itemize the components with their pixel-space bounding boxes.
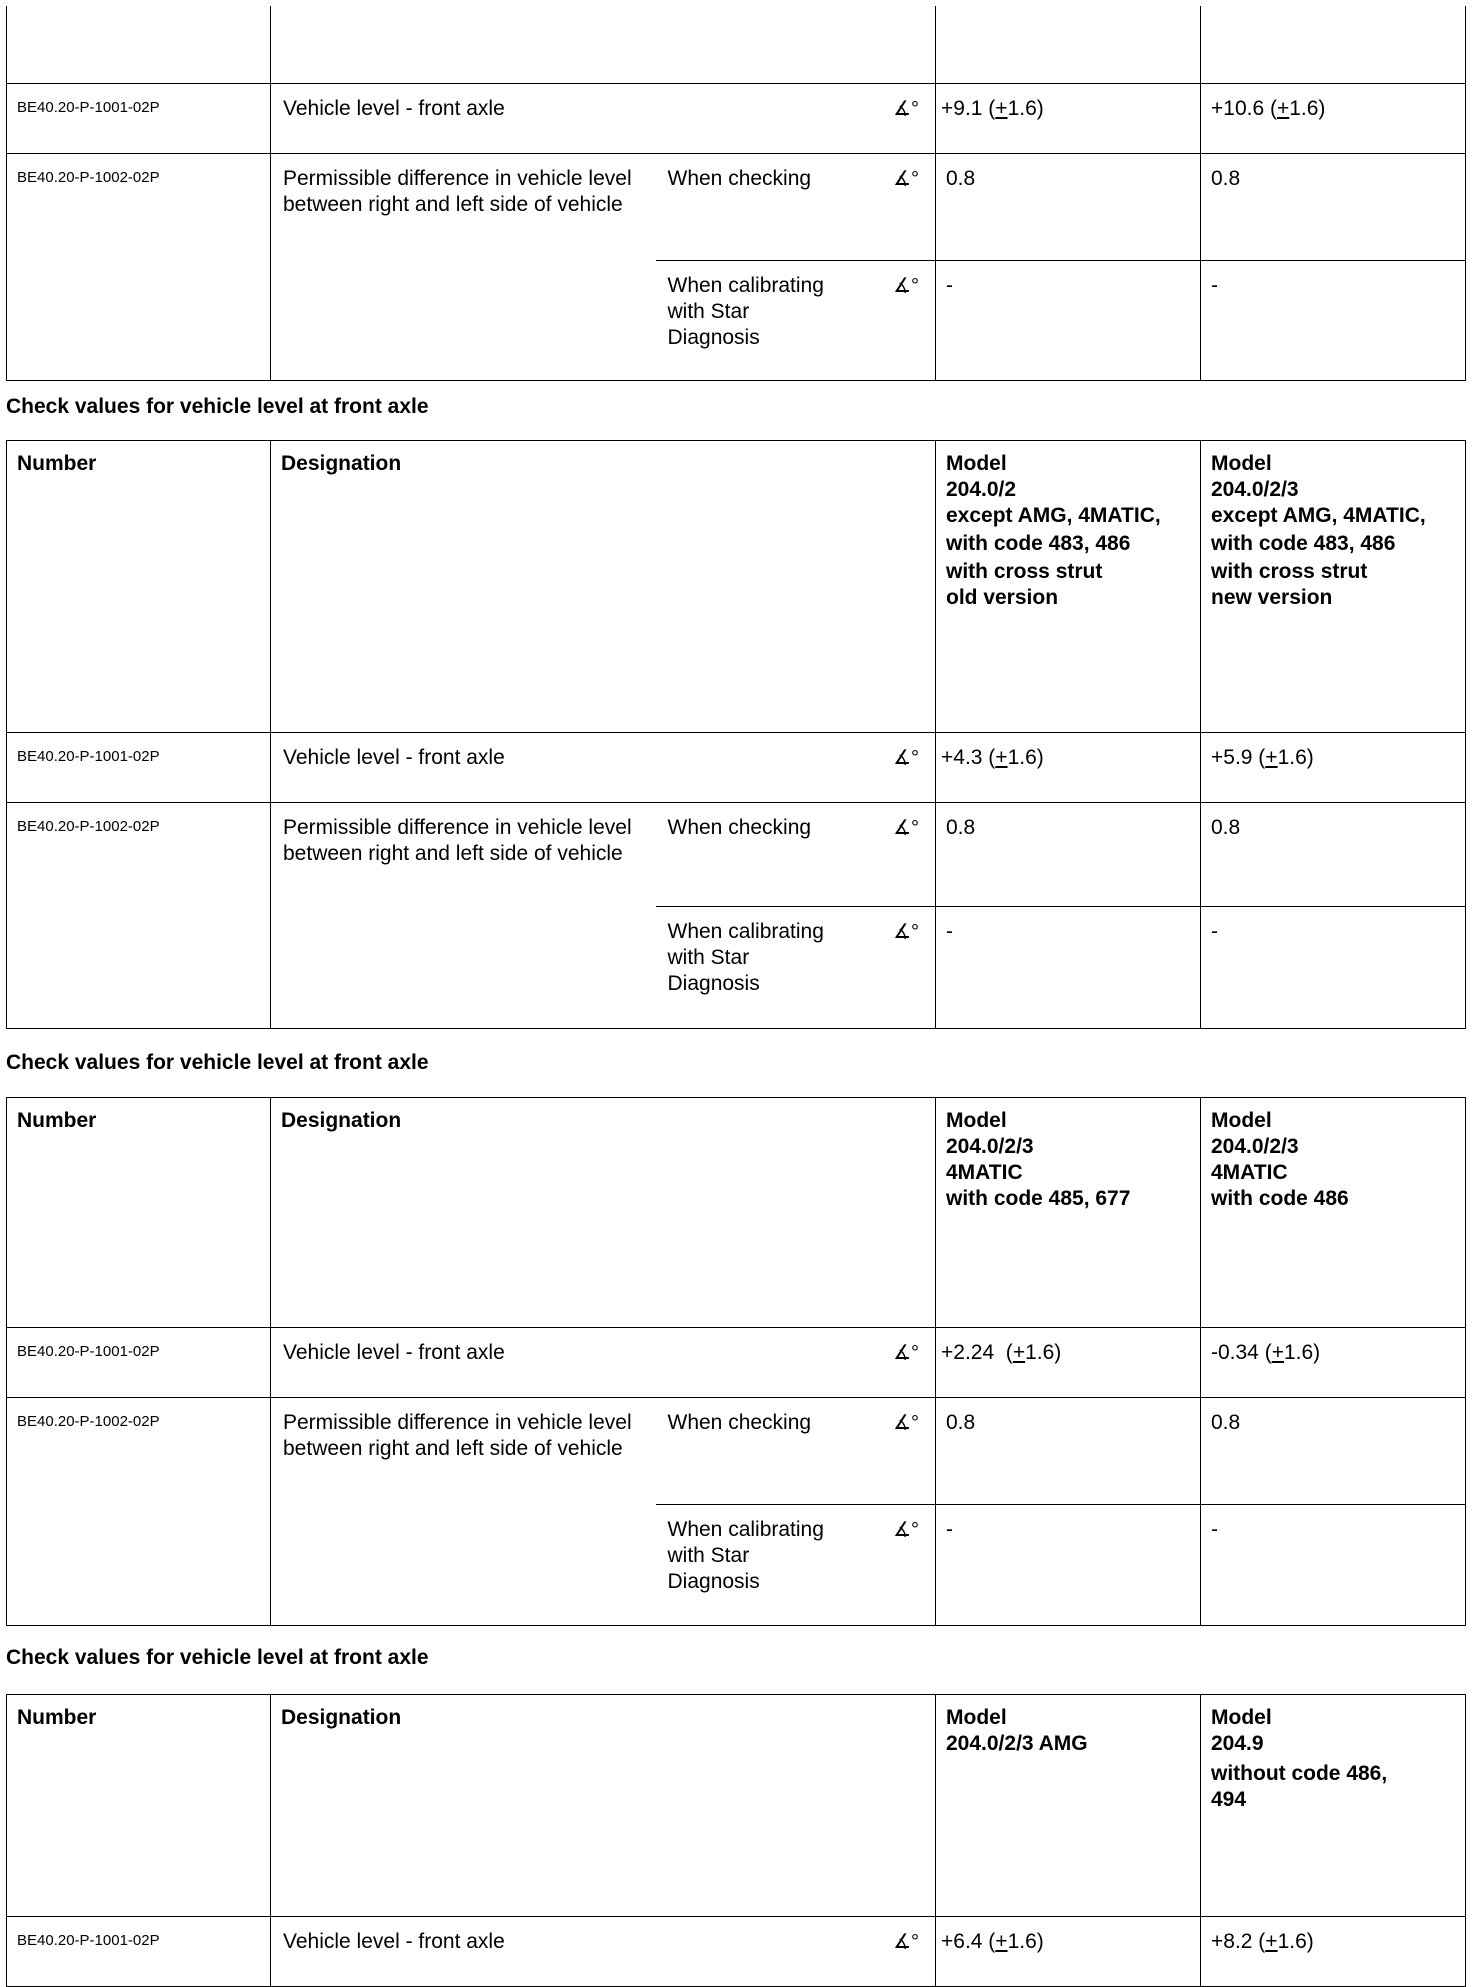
value-cell: - — [946, 920, 953, 943]
value-cell: +5.9 (+1.6) — [1211, 746, 1314, 769]
condition-text: When checking — [667, 1411, 812, 1434]
designation-header: Designation — [281, 1109, 402, 1132]
condition-text: When checking — [667, 166, 812, 190]
model-header: Model 204.0/2/3 4MATIC with code 485, 677 — [946, 1109, 1131, 1210]
row-number: BE40.20-P-1002-02P — [17, 818, 160, 835]
spec-table-0 — [6, 6, 1466, 381]
designation-header: Designation — [281, 452, 402, 475]
value-cell: 0.8 — [1211, 166, 1241, 190]
model-header: Model 204.0/2/3 AMG — [946, 1706, 1088, 1755]
table-caption: Check values for vehicle level at front axle — [6, 1646, 429, 1669]
table-row — [7, 1398, 1466, 1505]
value-cell: 0.8 — [1211, 816, 1241, 839]
value-cell: +8.2 (+1.6) — [1211, 1930, 1314, 1953]
value-cell: - — [946, 273, 953, 297]
model-header: Model 204.0/2 except AMG, 4MATIC, with code 483, 486 with cross strut old version — [946, 452, 1161, 609]
angle-icon: ∡° — [893, 817, 919, 839]
designation-text: Vehicle level - front axle — [283, 1341, 505, 1364]
spec-table-1 — [6, 440, 1466, 1029]
value-cell: +10.6 (+1.6) — [1211, 96, 1326, 120]
table-row — [7, 6, 1466, 83]
angle-icon: ∡° — [893, 921, 919, 943]
number-header: Number — [17, 1109, 97, 1132]
designation-text: Permissible difference in vehicle level between right and left side of vehicle — [283, 816, 632, 865]
value-cell: - — [946, 1518, 953, 1541]
table-header-row — [7, 1098, 1466, 1328]
table-row — [7, 1328, 1466, 1398]
row-number: BE40.20-P-1001-02P — [17, 1932, 160, 1949]
angle-icon: ∡° — [893, 167, 919, 190]
row-number: BE40.20-P-1001-02P — [17, 748, 160, 765]
value-cell: +4.3 (+1.6) — [941, 746, 1044, 769]
value-cell: 0.8 — [946, 1411, 976, 1434]
angle-icon: ∡° — [893, 1931, 919, 1953]
table-row — [7, 733, 1466, 803]
value-cell: 0.8 — [1211, 1411, 1241, 1434]
angle-icon: ∡° — [893, 747, 919, 769]
table-caption: Check values for vehicle level at front axle — [6, 1051, 429, 1074]
value-cell: 0.8 — [946, 166, 976, 190]
table-row — [7, 83, 1466, 153]
table-header-row — [7, 441, 1466, 733]
spec-table-2 — [6, 1097, 1466, 1626]
value-cell: +6.4 (+1.6) — [941, 1930, 1044, 1953]
table-row — [7, 803, 1466, 907]
designation-text: Vehicle level - front axle — [283, 1930, 505, 1953]
value-cell: -0.34 (+1.6) — [1211, 1341, 1321, 1364]
model-header: Model 204.9 without code 486, 494 — [1211, 1706, 1388, 1811]
value-cell: - — [1211, 273, 1218, 297]
value-cell: - — [1211, 1518, 1218, 1541]
condition-text: When checking — [667, 816, 812, 839]
row-number: BE40.20-P-1002-02P — [17, 168, 160, 186]
designation-text: Permissible difference in vehicle level between right and left side of vehicle — [283, 166, 632, 216]
designation-header: Designation — [281, 1706, 402, 1729]
model-header: Model 204.0/2/3 4MATIC with code 486 — [1211, 1109, 1349, 1210]
table-caption: Check values for vehicle level at front axle — [6, 395, 429, 418]
row-number: BE40.20-P-1001-02P — [17, 1343, 160, 1360]
designation-text: Permissible difference in vehicle level between right and left side of vehicle — [283, 1411, 632, 1460]
value-cell: 0.8 — [946, 816, 976, 839]
angle-icon: ∡° — [893, 1412, 919, 1434]
angle-icon: ∡° — [893, 1342, 919, 1364]
table-header-row — [7, 1695, 1466, 1917]
angle-icon: ∡° — [893, 1519, 919, 1541]
angle-icon: ∡° — [893, 97, 919, 120]
number-header: Number — [17, 1706, 97, 1729]
value-cell: +9.1 (+1.6) — [941, 96, 1044, 120]
angle-icon: ∡° — [893, 274, 919, 297]
condition-text: When calibrating with Star Diagnosis — [667, 273, 824, 349]
number-header: Number — [17, 452, 97, 475]
table-row — [7, 153, 1466, 260]
row-number: BE40.20-P-1001-02P — [17, 98, 160, 116]
row-number: BE40.20-P-1002-02P — [17, 1413, 160, 1430]
condition-text: When calibrating with Star Diagnosis — [667, 1518, 824, 1593]
value-cell: - — [1211, 920, 1218, 943]
spec-table-3 — [6, 1694, 1466, 1987]
table-row — [7, 1917, 1466, 1987]
designation-text: Vehicle level - front axle — [283, 746, 505, 769]
condition-text: When calibrating with Star Diagnosis — [667, 920, 824, 995]
model-header: Model 204.0/2/3 except AMG, 4MATIC, with code 483, 486 with cross strut new version — [1211, 452, 1426, 609]
designation-text: Vehicle level - front axle — [283, 96, 505, 120]
value-cell: +2.24 (+1.6) — [941, 1341, 1062, 1364]
